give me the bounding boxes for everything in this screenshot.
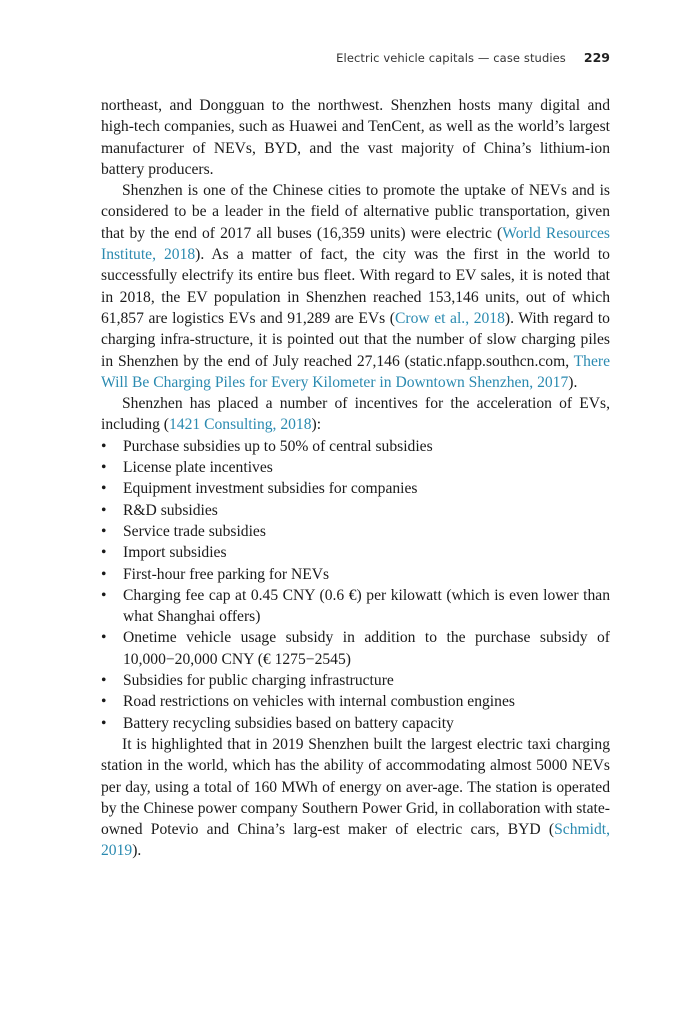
bullet-icon: • <box>101 437 107 455</box>
bullet-icon: • <box>101 544 107 562</box>
list-item: • License plate incentives <box>101 457 610 478</box>
bullet-icon: • <box>101 714 107 732</box>
page-number: 229 <box>583 50 610 65</box>
list-item: • Purchase subsidies up to 50% of central subsidies <box>101 436 610 457</box>
paragraph-continuation: northeast, and Dongguan to the northwest. Shenzhen hosts many digital and high-tech companies, such as Huawei and TenCent, as well as the world’s largest manufacturer of NEVs, BYD, and the vast majority of China’s lithium-ion battery producers. <box>101 97 610 178</box>
list-item: • Equipment investment subsidies for companies <box>101 478 610 499</box>
paragraph-shenzhen-leader: Shenzhen is one of the Chinese cities to promote the uptake of NEVs and is considered to be a leader in the field of alternative public transportation, given that by the end of 2017 all buses (16,359 units) were electric (World Resources Institute, 2018). As a matter of fact, the city was the first in the world to successfully electrify its entire bus fleet. With regard to EV sales, it is noted that in 2018, the EV population in Shenzhen reached 153,146 units, out of which 61,857 are logistics EVs and 91,289 are EVs (Crow et al., 2018). With regard to charging infra-structure, it is pointed out that the number of slow charging piles in Shenzhen by the end of July reached 27,146 (static.nfapp.southcn.com, There Will Be Charging Piles for Every Kilometer in Downtown Shenzhen, 2017). <box>101 182 611 391</box>
incentives-list <box>101 436 610 734</box>
citation-link-1421-consulting[interactable]: 1421 Consulting, 2018 <box>169 416 312 434</box>
citation-link-charging-piles[interactable]: There Will Be Charging Piles for Every Kilometer in Downtown Shenzhen, 2017 <box>101 352 610 391</box>
citation-link-crow[interactable]: Crow et al., 2018 <box>394 309 505 327</box>
running-title: Electric vehicle capitals — case studies <box>336 51 566 65</box>
bullet-icon: • <box>101 629 107 647</box>
bullet-icon: • <box>101 459 107 477</box>
bullet-icon: • <box>101 693 107 711</box>
bullet-icon: • <box>101 522 107 540</box>
list-item: • Service trade subsidies <box>101 521 610 542</box>
paragraph-taxi-charging-station: It is highlighted that in 2019 Shenzhen built the largest electric taxi charging station in the world, which has the ability of accommodating almost 5000 NEVs per day, using a total of 160 MWh of energy on aver-age. The station is operated by the Chinese power company Southern Power Grid, in collaboration with state-owned Potevio and China’s larg-est maker of electric cars, BYD (Schmidt, 2019). <box>101 735 610 860</box>
paragraph-incentives-intro: Shenzhen has placed a number of incentives for the acceleration of EVs, including (1421 Consulting, 2018): <box>101 395 610 434</box>
bullet-icon: • <box>101 565 107 583</box>
list-item: • First-hour free parking for NEVs <box>101 564 610 585</box>
bullet-icon: • <box>101 501 107 519</box>
citation-link-schmidt[interactable]: Schmidt, 2019 <box>101 821 610 860</box>
bullet-icon: • <box>101 586 107 604</box>
running-header <box>336 50 610 65</box>
list-item: • Subsidies for public charging infrastructure <box>101 670 610 691</box>
list-item: • R&D subsidies <box>101 500 610 521</box>
list-item: • Road restrictions on vehicles with internal combustion engines <box>101 691 610 712</box>
citation-link-wri[interactable]: World Resources Institute, 2018 <box>101 224 611 264</box>
list-item: • Battery recycling subsidies based on battery capacity <box>101 713 610 734</box>
list-item: • Import subsidies <box>101 542 610 563</box>
body-text <box>101 95 610 862</box>
list-item: • Onetime vehicle usage subsidy in addition to the purchase subsidy of 10,000−20,000 CNY (€ 1275−2545) <box>101 629 610 668</box>
list-item: • Charging fee cap at 0.45 CNY (0.6 €) per kilowatt (which is even lower than what Shanghai offers) <box>101 586 610 626</box>
bullet-icon: • <box>101 480 107 498</box>
bullet-icon: • <box>101 672 107 690</box>
